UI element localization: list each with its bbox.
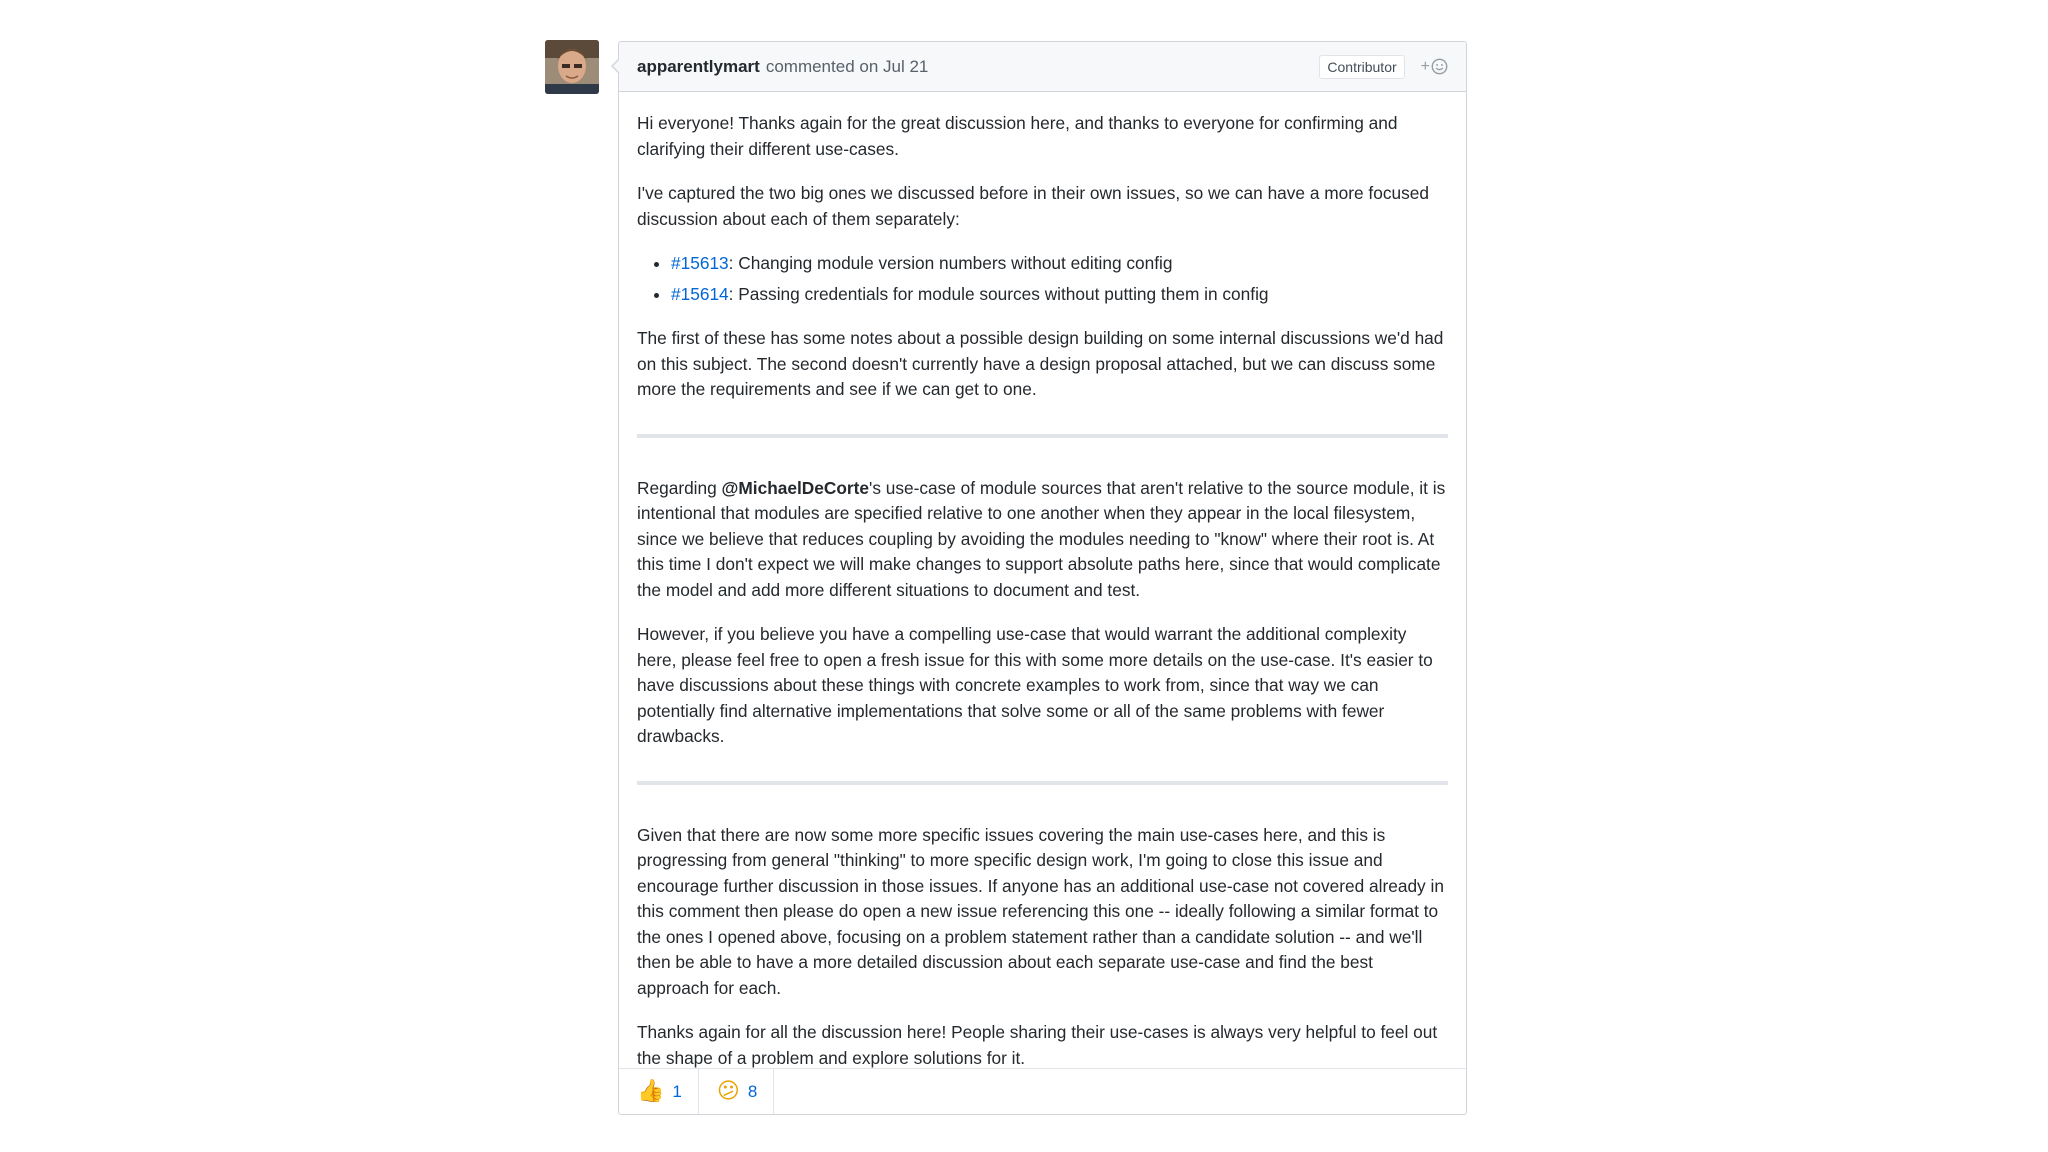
issue-description: : Changing module version numbers without editing config (728, 253, 1173, 273)
author-avatar[interactable] (545, 40, 599, 94)
comment-header (619, 42, 1466, 92)
list-item (671, 251, 1448, 277)
list-item (671, 282, 1448, 308)
paragraph-captured: I've captured the two big ones we discussed before in their own issues, so we can have a more focused discussion about each of them separately: (637, 183, 1429, 229)
issue-link-15614[interactable]: #15614 (671, 283, 729, 304)
divider (637, 434, 1448, 438)
thumbs-up-reaction[interactable] (619, 1069, 699, 1114)
regarding-prefix: Regarding (637, 477, 722, 498)
paragraph-closing: Given that there are now some more specific issues covering the main use-cases here, and this is progressing from general "thinking" to more specific design work, I'm going to close this issue and encourage further discussion in those issues. If anyone has an additional use-case not covered already in this comment then please do open a new issue referencing this one -- ideally following a similar format to the ones I opened above, focusing on a problem statement rather than a candidate solution -- and we'll then be able to have a more detailed discussion about each separate use-case and find the best approach for each. (637, 824, 1444, 998)
confused-face-icon: 😕 (716, 1078, 740, 1104)
comment-action: commented (765, 56, 855, 76)
issue-comment (618, 41, 1467, 1115)
smiley-icon (1431, 58, 1448, 75)
divider (637, 781, 1448, 785)
paragraph-greeting: Hi everyone! Thanks again for the great discussion here, and thanks to everyone for confirming and clarifying their different use-cases. (637, 113, 1398, 159)
paragraph-regarding (637, 476, 1448, 604)
contributor-badge: Contributor (1319, 55, 1404, 79)
issue-list (637, 251, 1448, 307)
comment-date[interactable]: on Jul 21 (859, 56, 929, 76)
issue-link-15613[interactable]: #15613 (671, 253, 729, 273)
confused-reaction[interactable] (699, 1069, 774, 1114)
reaction-count: 1 (672, 1081, 682, 1101)
reactions-bar (619, 1068, 1466, 1114)
regarding-text: 's use-case of module sources that aren't relative to the source module, it is intentional that modules are specified relative to one another when they appear in the local filesystem, since we believe that reduces coupling by avoiding the modules needing to "know" where their root is. At this time I don't expect we will make changes to support absolute paths here, since that would complicate the model and add more different situations to document and test. (637, 477, 1446, 600)
paragraph-however: However, if you believe you have a compelling use-case that would warrant the additional complexity here, please feel free to open a fresh issue for this with some more details on the use-case. It's easier to have discussions about these things with concrete examples to work from, since that way we can potentially find alternative implementations that solve some or all of the same problems with fewer drawbacks. (637, 624, 1433, 746)
reaction-count: 8 (747, 1081, 758, 1101)
paragraph-design-notes: The first of these has some notes about a possible design building on some internal discussions we'd had on this subject. The second doesn't currently have a design proposal attached, but we can discuss some more the requirements and see if we can get to one. (637, 328, 1444, 399)
paragraph-thanks: Thanks again for all the discussion here! People sharing their use-cases is always very helpful to feel out the shape of a problem and explore solutions for it. (637, 1022, 1438, 1068)
add-reaction-button[interactable] (1421, 58, 1448, 76)
plus-icon: + (1420, 57, 1430, 75)
thumbs-up-icon: 👍 (637, 1078, 665, 1104)
comment-body (619, 92, 1466, 1071)
issue-description: : Passing credentials for module sources without putting them in config (728, 283, 1269, 304)
avatar-image (545, 40, 599, 94)
user-mention[interactable]: @MichaelDeCorte (721, 477, 870, 498)
comment-author[interactable]: apparentlymart (637, 56, 760, 76)
